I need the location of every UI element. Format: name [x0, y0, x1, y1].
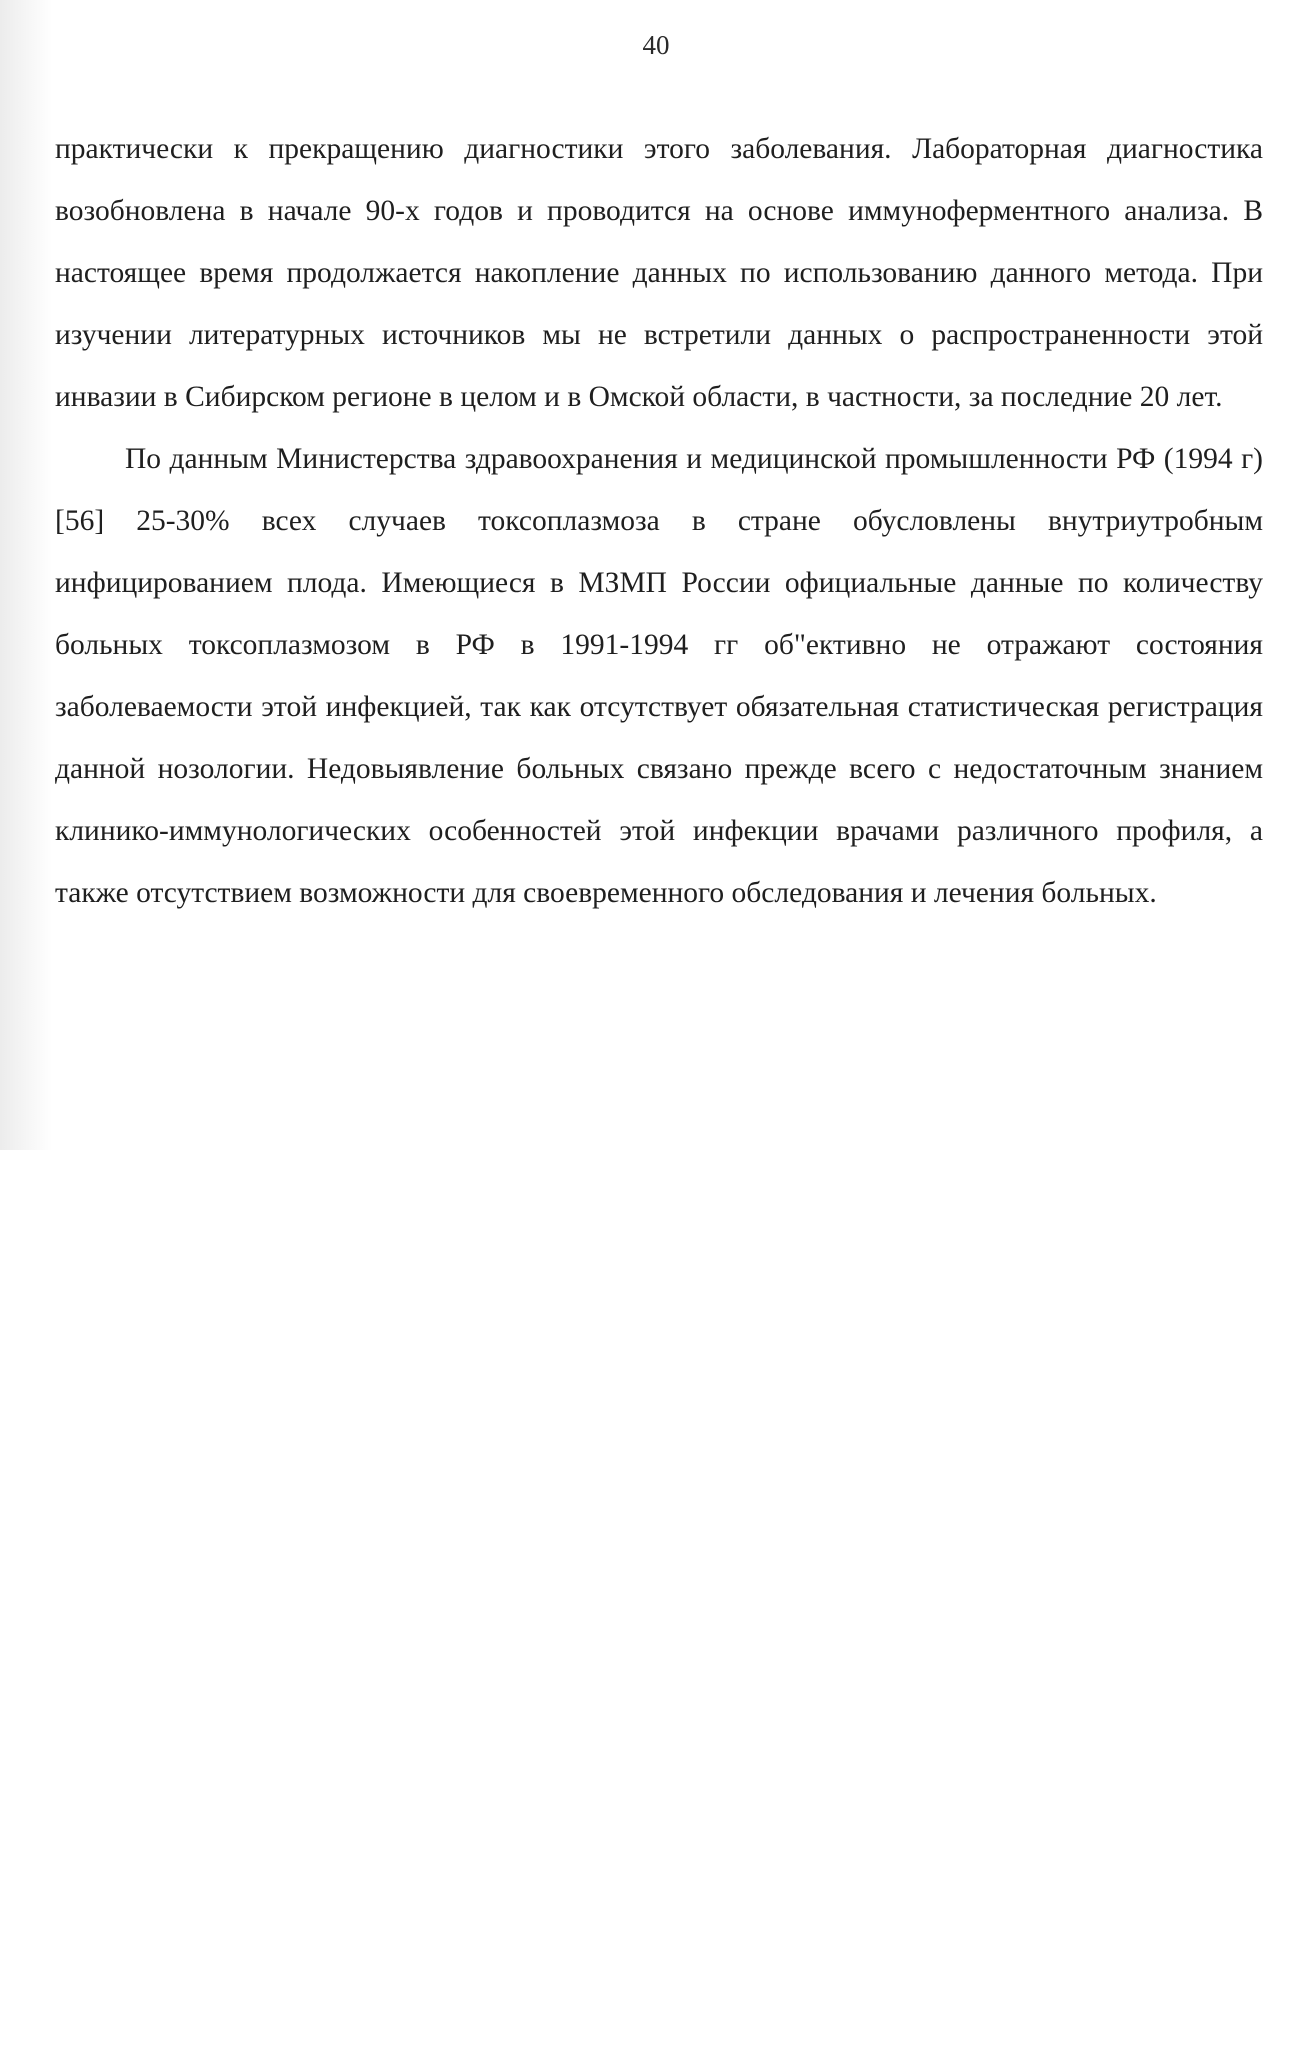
page-number: 40: [642, 30, 670, 60]
scan-edge-shadow: [0, 0, 52, 1150]
body-text: [55, 118, 1263, 924]
paragraph: По данным Министерства здравоохранения и медицинской промышленности РФ (1994 г) [56] 25-30% всех случаев токсоплазмоза в стране обусловлены внутриутробным инфицированием плода. Имеющиеся в МЗМП России официальные данные по количеству больных токсоплазмозом в РФ в 1991-1994 гг об"ективно не отражают состояния заболеваемости этой инфекцией, так как отсутствует обязательная статистическая регистрация данной нозологии. Недовыявление больных связано прежде всего с недостаточным знанием клинико-иммунологических особенностей этой инфекции врачами различного профиля, а также отсутствием возможности для своевременного обследования и лечения больных.: [55, 443, 1263, 909]
paragraph-continuation: практически к прекращению диагностики этого заболевания. Лабораторная диагностика возобновлена в начале 90-х годов и проводится на основе иммуноферментного анализа. В настоящее время продолжается накопление данных по использованию данного метода. При изучении литературных источников мы не встретили данных о распространенности этой инвазии в Сибирском регионе в целом и в Омской области, в частности, за последние 20 лет.: [55, 133, 1263, 413]
